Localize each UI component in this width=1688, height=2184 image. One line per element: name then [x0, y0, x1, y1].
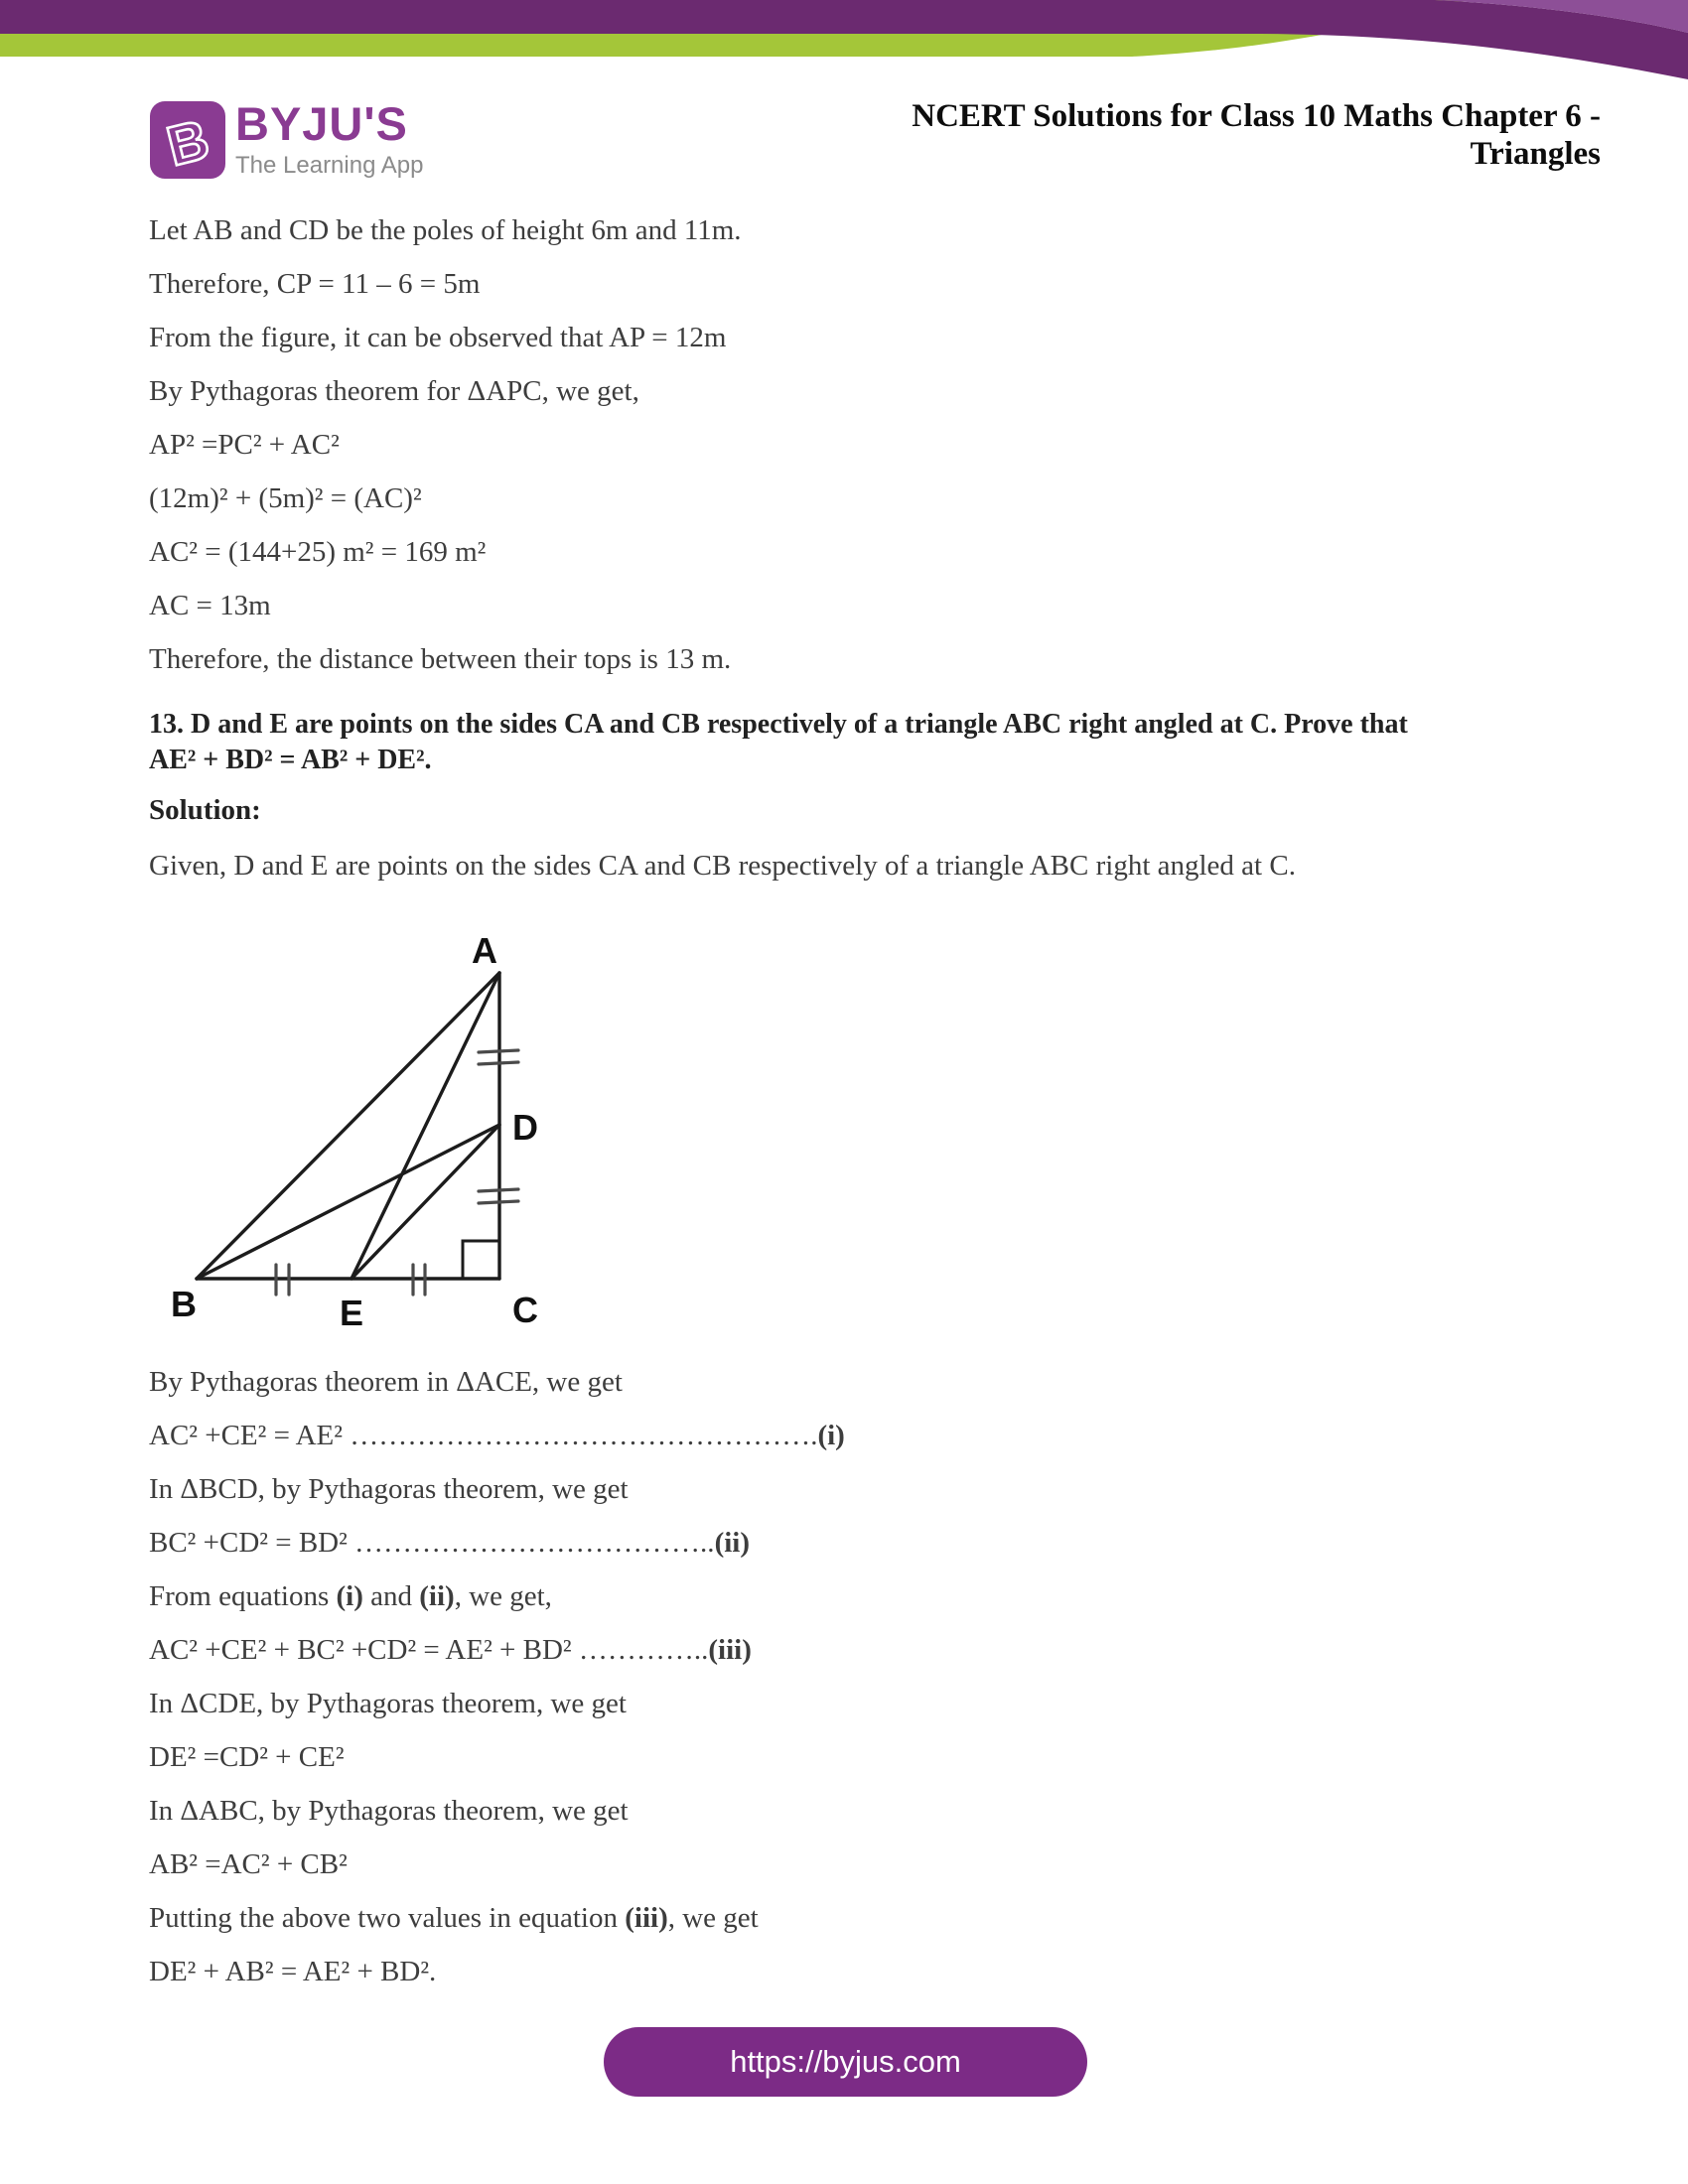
tick-DC-1 [479, 1189, 518, 1191]
byjus-logo-icon [149, 100, 226, 180]
footer-url-text: https://byjus.com [730, 2044, 961, 2079]
text-line: AC² +CE² = AE² ………………………………………….(i) [149, 1420, 845, 1451]
question-13-line2: AE² + BD² = AB² + DE². [149, 745, 432, 775]
text-line: BC² +CD² = BD² ………………………………..(ii) [149, 1527, 750, 1559]
proof-block [149, 1368, 1579, 1986]
vertex-label-A: A [472, 930, 497, 971]
side-AB [197, 973, 499, 1279]
solution-content [149, 216, 1579, 2011]
triangle-figure [149, 923, 606, 1330]
text-line: Putting the above two values in equation (iii), we get [149, 1902, 759, 1934]
vertex-label-E: E [340, 1293, 364, 1330]
segment-BD [197, 1125, 499, 1279]
text-line: In ΔABC, by Pythagoras theorem, we get [149, 1795, 629, 1827]
logo-brand: BYJU'S [235, 97, 408, 150]
given-statement: Given, D and E are points on the sides CA and CB respectively of a triangle ABC right angled at C. [149, 850, 1296, 882]
vertex-label-D: D [512, 1107, 538, 1148]
text-line: From equations (i) and (ii), we get, [149, 1580, 552, 1612]
tick-DC-2 [479, 1201, 518, 1203]
text-line: DE² =CD² + CE² [149, 1741, 345, 1773]
page-title [912, 97, 1601, 173]
solution-label: Solution: [149, 794, 261, 826]
text-line: In ΔBCD, by Pythagoras theorem, we get [149, 1473, 629, 1505]
page-title-line2: Triangles [1470, 136, 1601, 172]
segment-AE [352, 973, 499, 1279]
segment-ED [352, 1125, 499, 1279]
text-line: (12m)² + (5m)² = (AC)² [149, 482, 422, 514]
text-line: AB² =AC² + CB² [149, 1848, 348, 1880]
text-line: By Pythagoras theorem in ΔACE, we get [149, 1366, 623, 1398]
text-line: AC = 13m [149, 590, 271, 621]
text-line: AC² +CE² + BC² +CD² = AE² + BD² …………..(iii) [149, 1634, 752, 1666]
byjus-logo [149, 97, 424, 180]
page-title-line1: NCERT Solutions for Class 10 Maths Chapter 6 - [912, 98, 1601, 134]
text-line: From the figure, it can be observed that AP = 12m [149, 322, 727, 353]
logo-tagline: The Learning App [235, 152, 424, 179]
vertex-label-B: B [171, 1284, 197, 1324]
text-line: DE² + AB² = AE² + BD². [149, 1956, 437, 1987]
text-line: Therefore, CP = 11 – 6 = 5m [149, 268, 481, 300]
paragraph-block [149, 216, 1579, 674]
question-13-line1: 13. D and E are points on the sides CA and CB respectively of a triangle ABC right angled at C. Prove that [149, 709, 1408, 740]
svg-text:B: B [160, 107, 215, 178]
text-line: In ΔCDE, by Pythagoras theorem, we get [149, 1688, 627, 1719]
logo-text [235, 97, 424, 179]
tick-AD-2 [479, 1062, 518, 1064]
tick-AD-1 [479, 1050, 518, 1052]
text-line: AP² =PC² + AC² [149, 429, 340, 461]
text-line: AC² = (144+25) m² = 169 m² [149, 536, 487, 568]
footer-url-button[interactable] [604, 2027, 1087, 2097]
question-13 [149, 707, 1579, 778]
vertex-label-C: C [512, 1290, 538, 1330]
right-angle-mark [463, 1241, 499, 1279]
text-line: Therefore, the distance between their tops is 13 m. [149, 643, 732, 675]
text-line: By Pythagoras theorem for ΔAPC, we get, [149, 375, 639, 407]
text-line: Let AB and CD be the poles of height 6m and 11m. [149, 214, 742, 246]
